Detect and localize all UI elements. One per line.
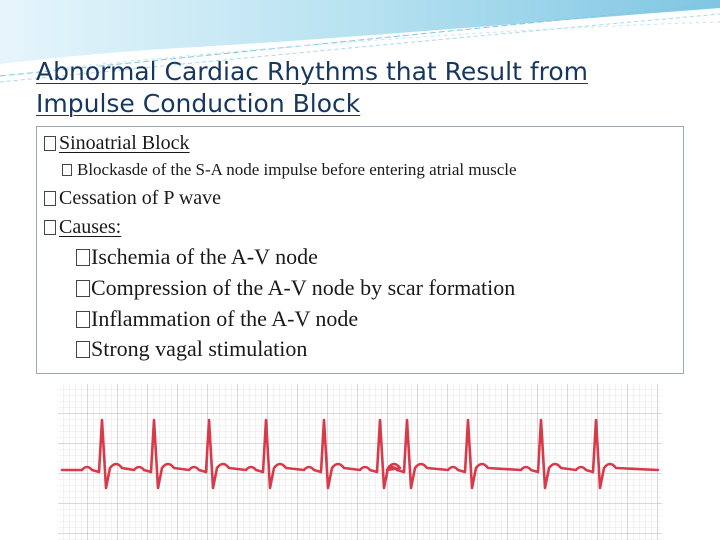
cause-text: Ischemia of the A-V node bbox=[91, 244, 318, 269]
heading-sinoatrial-block: Sinoatrial Block bbox=[59, 132, 190, 154]
square-bullet-icon bbox=[44, 136, 56, 151]
heading-line bbox=[44, 132, 190, 155]
causes-label-line bbox=[44, 216, 121, 239]
cause-text: Strong vagal stimulation bbox=[91, 336, 308, 361]
subpoint-text: Blockasde of the S-A node impulse before entering atrial muscle bbox=[77, 160, 517, 179]
slide-title: Abnormal Cardiac Rhythms that Result from Impulse Conduction Block bbox=[36, 57, 589, 118]
cause-item bbox=[76, 336, 307, 362]
cause-item bbox=[76, 275, 515, 301]
subpoint-line bbox=[62, 160, 517, 180]
point2-text: Cessation of P wave bbox=[59, 187, 222, 209]
square-bullet-icon bbox=[44, 220, 56, 235]
point2-line bbox=[44, 187, 221, 210]
square-bullet-icon bbox=[62, 164, 72, 176]
square-bullet-icon bbox=[76, 280, 90, 297]
square-bullet-icon bbox=[76, 341, 90, 358]
ecg-grid bbox=[58, 384, 662, 540]
cause-text: Compression of the A-V node by scar formation bbox=[91, 275, 516, 300]
cause-item bbox=[76, 306, 358, 332]
causes-label: Causes: bbox=[59, 216, 122, 238]
ecg-strip-image bbox=[58, 384, 662, 540]
cause-item bbox=[76, 244, 318, 270]
square-bullet-icon bbox=[76, 249, 90, 266]
cause-text: Inflammation of the A-V node bbox=[91, 306, 359, 331]
square-bullet-icon bbox=[76, 311, 90, 328]
square-bullet-icon bbox=[44, 191, 56, 206]
